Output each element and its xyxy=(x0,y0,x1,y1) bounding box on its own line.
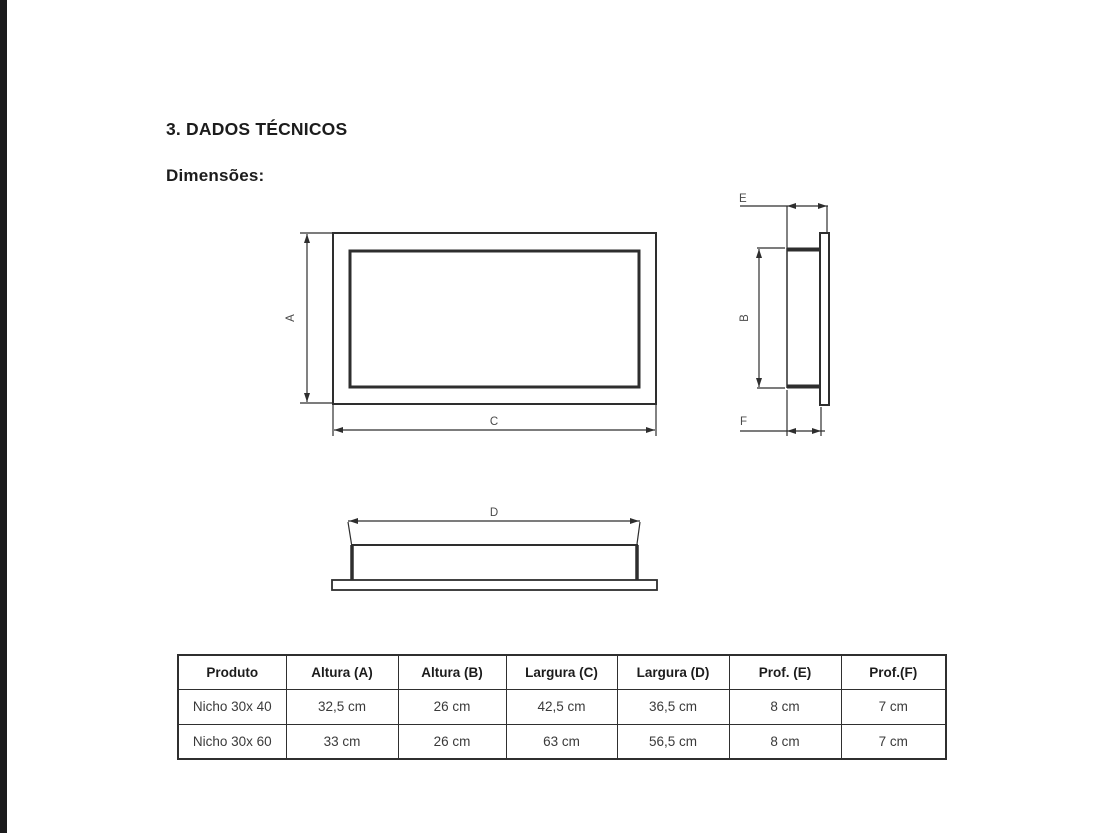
col-header-prof-f: Prof.(F) xyxy=(841,655,946,689)
front-outer-frame xyxy=(333,233,656,404)
col-header-altura-a: Altura (A) xyxy=(286,655,398,689)
cell-altura-a: 33 cm xyxy=(286,724,398,759)
bottom-flange xyxy=(332,580,657,590)
table-header-row xyxy=(178,655,946,689)
dimension-E xyxy=(739,193,828,248)
dimension-D-label: D xyxy=(489,507,499,519)
page-left-edge-strip xyxy=(0,0,7,833)
side-view xyxy=(739,193,829,436)
cell-largura-d: 56,5 cm xyxy=(617,724,729,759)
side-flange xyxy=(820,233,829,405)
dimension-B-label: B xyxy=(739,314,751,322)
col-header-altura-b: Altura (B) xyxy=(398,655,506,689)
dimension-C-label: C xyxy=(489,416,499,428)
cell-prof-f: 7 cm xyxy=(841,689,946,724)
cell-altura-b: 26 cm xyxy=(398,724,506,759)
cell-altura-a: 32,5 cm xyxy=(286,689,398,724)
front-view xyxy=(285,233,656,436)
col-header-largura-c: Largura (C) xyxy=(506,655,617,689)
cell-prof-e: 8 cm xyxy=(729,724,841,759)
dimension-C xyxy=(333,404,656,436)
cell-prof-e: 8 cm xyxy=(729,689,841,724)
dimension-D xyxy=(348,507,640,544)
table-row xyxy=(178,689,946,724)
dimension-B xyxy=(739,248,785,388)
cell-altura-b: 26 cm xyxy=(398,689,506,724)
dimensions-subtitle: Dimensões: xyxy=(166,166,265,185)
cell-largura-c: 42,5 cm xyxy=(506,689,617,724)
dimension-A-label: A xyxy=(285,314,297,322)
front-inner-niche xyxy=(350,251,639,387)
dimension-F-label: F xyxy=(740,416,748,428)
table-row xyxy=(178,724,946,759)
dimensions-table xyxy=(177,654,947,760)
cell-product: Nicho 30x 60 xyxy=(178,724,286,759)
dimension-F xyxy=(740,390,825,436)
col-header-prof-e: Prof. (E) xyxy=(729,655,841,689)
col-header-largura-d: Largura (D) xyxy=(617,655,729,689)
col-header-produto: Produto xyxy=(178,655,286,689)
cell-product: Nicho 30x 40 xyxy=(178,689,286,724)
cell-prof-f: 7 cm xyxy=(841,724,946,759)
section-title: 3. DADOS TÉCNICOS xyxy=(166,119,348,139)
dimension-A xyxy=(285,233,333,403)
cell-largura-d: 36,5 cm xyxy=(617,689,729,724)
cell-largura-c: 63 cm xyxy=(506,724,617,759)
bottom-view xyxy=(332,507,657,590)
technical-drawing xyxy=(280,185,860,610)
dimension-E-label: E xyxy=(739,193,747,205)
